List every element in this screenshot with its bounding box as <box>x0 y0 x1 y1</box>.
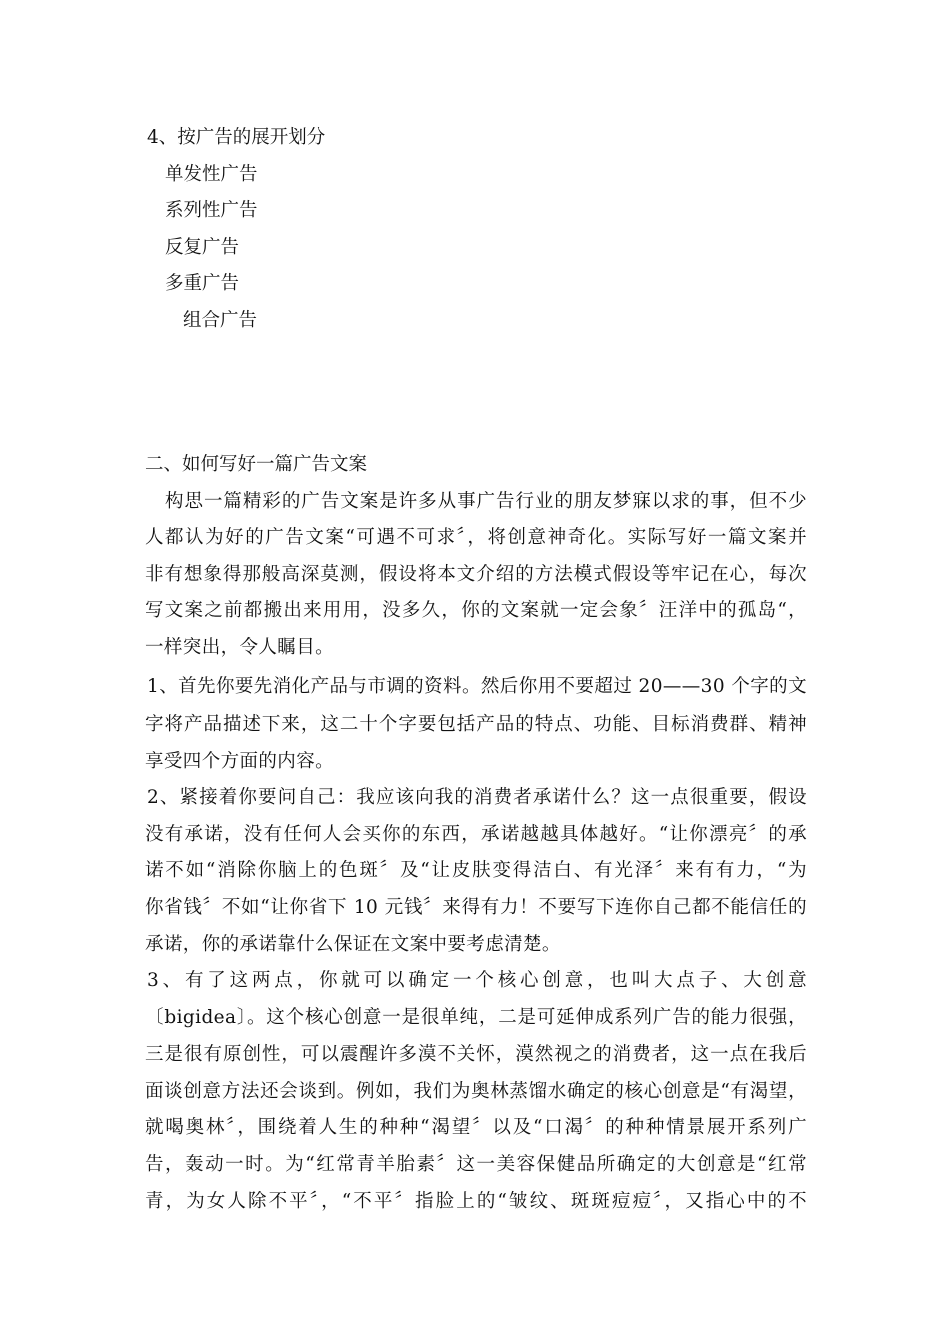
paragraph-line: 字将产品描述下来，这二十个字要包括产品的特点、功能、目标消费群、精神 <box>145 714 807 735</box>
paragraph-line: 享受四个方面的内容。 <box>145 751 335 772</box>
list-item: 反复广告 <box>165 237 240 258</box>
paragraph-line: 就喝奥林〞，围绕着人生的种种“渴望〞以及“口渴〞的种种情景展开系列广 <box>145 1117 807 1138</box>
paragraph-line: 人都认为好的广告文案“可遇不可求〞，将创意神奇化。实际写好一篇文案并 <box>145 527 807 548</box>
paragraph-line: 承诺，你的承诺靠什么保证在文案中要考虑清楚。 <box>145 934 561 955</box>
section-heading: 4、按广告的展开划分 <box>147 127 326 148</box>
paragraph-line: 你省钱〞不如“让你省下 10 元钱〞来得有力！不要写下连你自己都不能信任的 <box>145 897 807 918</box>
paragraph-line: 青，为女人除不平〞，“不平〞指脸上的“皱纹、斑斑痘痘〞，又指心中的不 <box>145 1191 807 1212</box>
paragraph-line: 一样突出，令人瞩目。 <box>145 637 335 658</box>
paragraph-line: 2、紧接着你要问自己：我应该向我的消费者承诺什么？这一点很重要，假设 <box>147 787 807 808</box>
paragraph-line: 面谈创意方法还会谈到。例如，我们为奥林蒸馏水确定的核心创意是“有渴望， <box>145 1081 807 1102</box>
paragraph-line: 1、首先你要先消化产品与市调的资料。然后你用不要超过 20——30 个字的文 <box>147 676 807 697</box>
paragraph-line: 3、有了这两点，你就可以确定一个核心创意，也叫大点子、大创意 <box>147 970 807 991</box>
list-item: 多重广告 <box>165 273 240 294</box>
paragraph-line: 三是很有原创性，可以震醒许多漠不关怀，漠然视之的消费者，这一点在我后 <box>145 1044 807 1065</box>
paragraph-line: 构思一篇精彩的广告文案是许多从事广告行业的朋友梦寐以求的事，但不少 <box>165 491 807 512</box>
paragraph-line: 〔bigidea〕。这个核心创意一是很单纯，二是可延伸成系列广告的能力很强， <box>145 1007 807 1028</box>
list-item: 组合广告 <box>183 310 258 331</box>
section-heading: 二、如何写好一篇广告文案 <box>145 454 368 475</box>
paragraph-line: 没有承诺，没有任何人会买你的东西，承诺越越具体越好。“让你漂亮〞的承 <box>145 824 807 845</box>
list-item: 单发性广告 <box>165 164 258 185</box>
paragraph-line: 非有想象得那般高深莫测，假设将本文介绍的方法模式假设等牢记在心，每次 <box>145 564 807 585</box>
paragraph-line: 告，轰动一时。为“红常青羊胎素〞这一美容保健品所确定的大创意是“红常 <box>145 1154 807 1175</box>
paragraph-line: 诺不如“消除你脑上的色斑〞及“让皮肤变得洁白、有光泽〞来有有力，“为 <box>145 860 807 881</box>
list-item: 系列性广告 <box>165 200 258 221</box>
paragraph-line: 写文案之前都搬出来用用，没多久，你的文案就一定会象〞汪洋中的孤岛“， <box>145 600 807 621</box>
